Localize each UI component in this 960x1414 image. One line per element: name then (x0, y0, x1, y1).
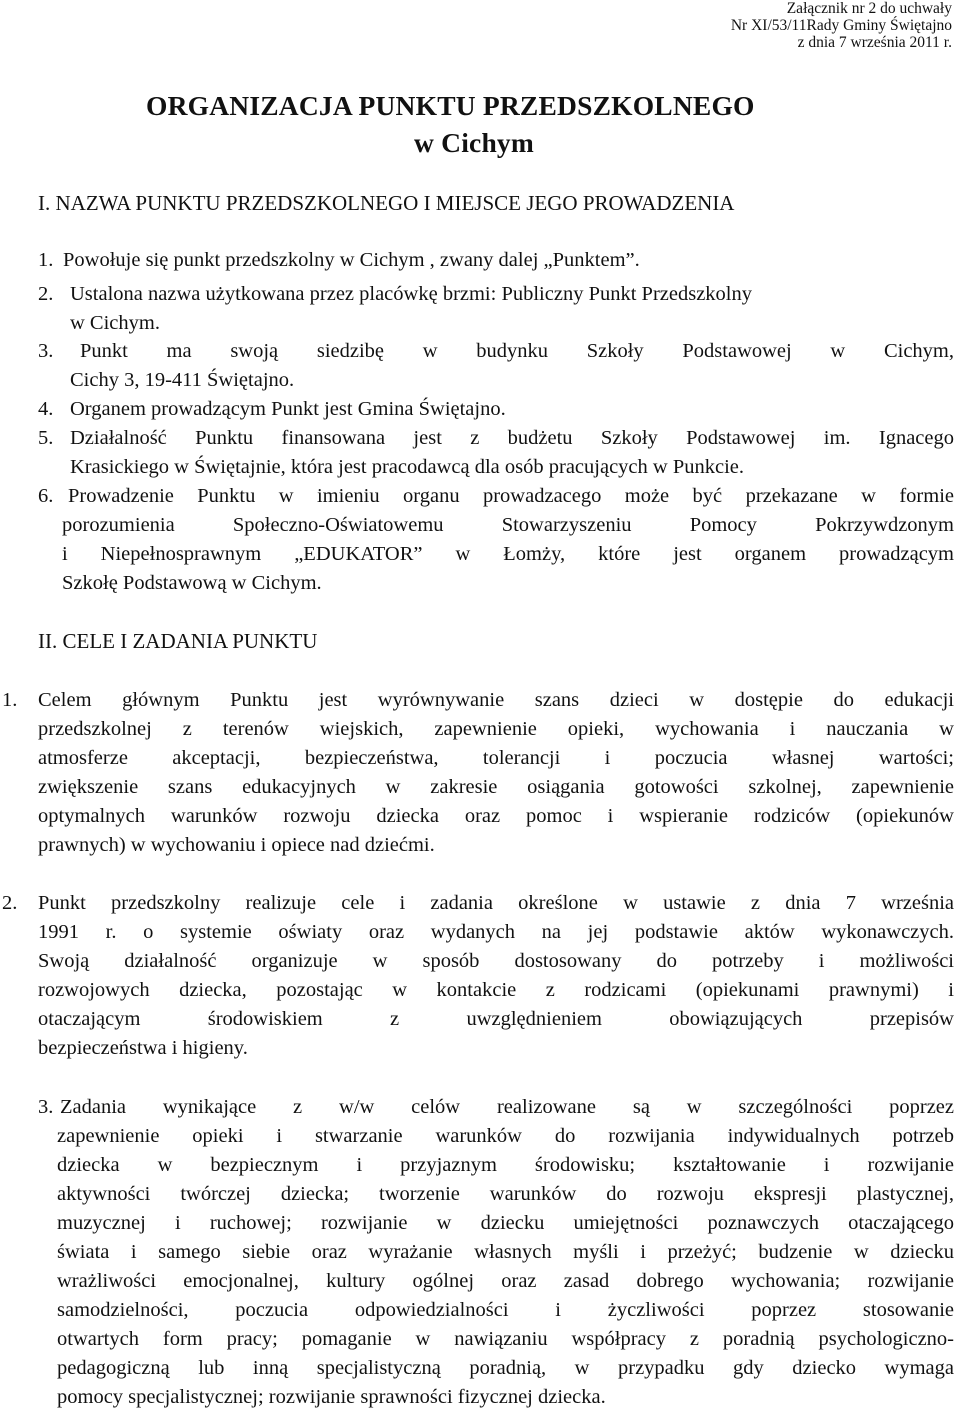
item-line: prawnych) w wychowaniu i opiece nad dziećmi. (38, 834, 435, 856)
item-line: przedszkolnej z terenów wiejskich, zapewnienie opieki, wychowania i nauczania w (38, 718, 954, 740)
item-line: Zadania wynikające z w/w celów realizowane są w szczególności poprzez (60, 1096, 954, 1118)
item-line: 1991 r. o systemie oświaty oraz wydanych na jej podstawie aktów wykonawczych. (38, 921, 954, 943)
item-line: Celem głównym Punktu jest wyrównywanie szans dzieci w dostępie do edukacji (38, 689, 954, 711)
item-line: Organem prowadzącym Punkt jest Gmina Świętajno. (70, 398, 506, 420)
annex-line: Załącznik nr 2 do uchwały (786, 0, 952, 17)
item-line: Działalność Punktu finansowana jest z budżetu Szkoły Podstawowej im. Ignacego (70, 427, 954, 449)
item-line: pedagogiczną lub inną specjalistyczną poradnią, w przypadku gdy dziecko wymaga (57, 1357, 954, 1379)
item-number: 1. (38, 249, 54, 271)
item-line: Punkt przedszkolny realizuje cele i zadania określone w ustawie z dnia 7 września (38, 892, 954, 914)
item-line: Punkt ma swoją siedzibę w budynku Szkoły Podstawowej w Cichym, (80, 340, 954, 362)
item-number: 4. (38, 398, 54, 420)
annex-line: z dnia 7 września 2011 r. (797, 34, 952, 51)
item-line: zwiększenie szans edukacyjnych w zakresie osiągania gotowości szkolnej, zapewnienie (38, 776, 954, 798)
annex-note (731, 0, 952, 51)
item-number: 5. (38, 427, 54, 449)
item-line: Prowadzenie Punktu w imieniu organu prowadzacego może być przekazane w formie (68, 485, 954, 507)
section-heading: II. CELE I ZADANIA PUNKTU (38, 629, 318, 653)
item-number: 3. (38, 1096, 54, 1118)
item-line: muzycznej i ruchowej; rozwijanie w dziecku umiejętności poznawczych otaczającego (57, 1212, 954, 1234)
item-line: atmosferze akceptacji, bezpieczeństwa, tolerancji i poczucia własnej wartości; (38, 747, 954, 769)
item-number: 2. (2, 892, 18, 914)
item-line: Swoją działalność organizuje w sposób dostosowany do potrzeby i możliwości (38, 950, 954, 972)
item-line: pomocy specjalistycznej; rozwijanie sprawności fizycznej dziecka. (57, 1386, 606, 1408)
item-line: Krasickiego w Świętajnie, która jest pracodawcą dla osób pracujących w Punkcie. (70, 456, 744, 478)
section-heading: I. NAZWA PUNKTU PRZEDSZKOLNEGO I MIEJSCE JEGO PROWADZENIA (38, 191, 735, 215)
item-line: Powołuje się punkt przedszkolny w Cichym , zwany dalej „Punktem”. (63, 249, 640, 271)
item-line: Cichy 3, 19-411 Świętajno. (70, 369, 295, 391)
item-line: otaczającym środowiskiem z uwzględnieniem obowiązujących przepisów (38, 1008, 954, 1030)
item-number: 1. (2, 689, 18, 711)
item-line: optymalnych warunków rozwoju dziecka oraz pomoc i wspieranie rodziców (opiekunów (38, 805, 954, 827)
title-line: w Cichym (414, 127, 534, 158)
item-line: aktywności twórczej dziecka; tworzenie warunków do rozwoju ekspresji plastycznej, (57, 1183, 954, 1205)
item-line: bezpieczeństwa i higieny. (38, 1037, 248, 1059)
item-line: Ustalona nazwa użytkowana przez placówkę brzmi: Publiczny Punkt Przedszkolny (70, 283, 752, 305)
item-line: zapewnienie opieki i stwarzanie warunków do rozwijania indywidualnych potrzeb (57, 1125, 954, 1147)
item-number: 2. (38, 283, 54, 305)
title-line: ORGANIZACJA PUNKTU PRZEDSZKOLNEGO (146, 90, 755, 121)
item-line: Szkołę Podstawową w Cichym. (62, 572, 322, 594)
item-line: dziecka w bezpiecznym i przyjaznym środowisku; kształtowanie i rozwijanie (57, 1154, 954, 1176)
item-line: wrażliwości emocjonalnej, kultury ogólnej oraz zasad dobrego wychowania; rozwijanie (57, 1270, 954, 1292)
item-line: otwartych form pracy; pomaganie w nawiązaniu współpracy z poradnią psychologiczno- (57, 1328, 954, 1350)
item-number: 6. (38, 485, 54, 507)
item-line: rozwojowych dziecka, pozostając w kontakcie z rodzicami (opiekunami prawnymi) i (38, 979, 954, 1001)
item-line: w Cichym. (70, 312, 160, 334)
annex-line: Nr XI/53/11Rady Gminy Świętajno (730, 17, 952, 34)
item-number: 3. (38, 340, 54, 362)
item-line: i Niepełnosprawnym „EDUKATOR” w Łomży, które jest organem prowadzącym (62, 543, 954, 565)
item-line: samodzielności, poczucia odpowiedzialności i życzliwości poprzez stosowanie (57, 1299, 954, 1321)
item-line: porozumienia Społeczno-Oświatowemu Stowarzyszeniu Pomocy Pokrzywdzonym (62, 514, 954, 536)
item-line: świata i samego siebie oraz wyrażanie własnych myśli i przeżyć; budzenie w dziecku (57, 1241, 954, 1263)
